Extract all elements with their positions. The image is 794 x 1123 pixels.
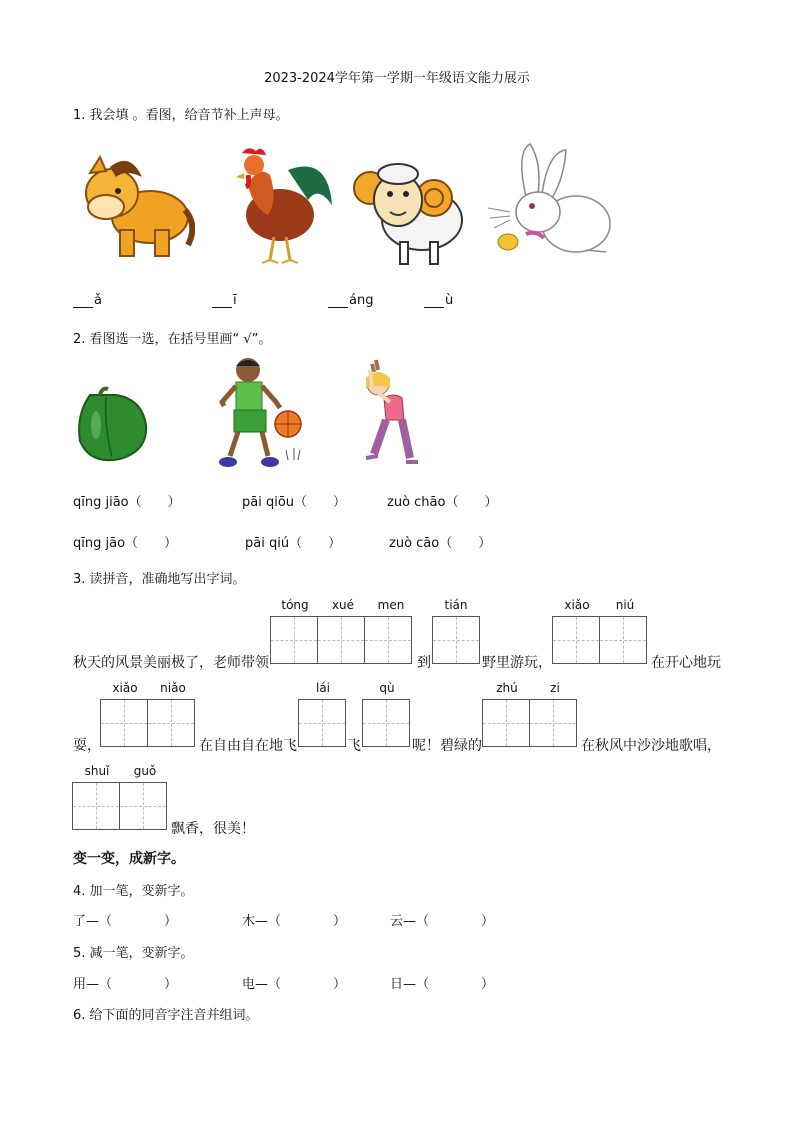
q4-item-1[interactable]: 了—（ ） — [73, 914, 178, 929]
rabbit-icon — [486, 142, 618, 262]
pinyin-xiao-1: xiǎo — [564, 598, 590, 612]
writing-grid-xiaoniao[interactable] — [100, 699, 194, 747]
pinyin-niu: niú — [615, 598, 635, 612]
option-basketball-2[interactable]: pāi qiú（ ） — [245, 536, 342, 551]
pinyin-tian: tián — [444, 598, 468, 612]
question-5: 5. 减一笔，变新字。 — [73, 946, 194, 961]
pinyin-xiao-2: xiǎo — [112, 681, 138, 695]
writing-grid-lai[interactable] — [298, 699, 345, 747]
option-pepper-2[interactable]: qīng jāo（ ） — [73, 536, 178, 551]
sentence-2e: 在秋风中沙沙地歌唱， — [581, 738, 721, 754]
option-exercise-1[interactable]: zuò chāo（ ） — [387, 495, 498, 510]
sentence-1b: 到 — [417, 655, 431, 671]
section-heading: 变一变，成新字。 — [73, 851, 185, 867]
basketball-boy-icon — [214, 356, 306, 472]
blank-1[interactable]: ǎ — [73, 293, 102, 308]
q4-item-2[interactable]: 木—（ ） — [242, 914, 347, 929]
question-3: 3. 读拼音，准确地写出字词。 — [73, 572, 246, 587]
writing-grid-zhuzi[interactable] — [482, 699, 576, 747]
writing-grid-tongxuemen[interactable] — [270, 616, 411, 664]
blank-4[interactable]: ù — [424, 293, 453, 308]
pinyin-zhu: zhú — [496, 681, 518, 695]
horse-icon — [80, 155, 195, 265]
blank-3[interactable]: áng — [328, 293, 373, 308]
question-1: 1. 我会填 。看图，给音节补上声母。 — [73, 108, 289, 123]
pinyin-qu: qù — [379, 681, 395, 695]
pinyin-guo: guǒ — [133, 764, 157, 778]
question-4: 4. 加一笔，变新字。 — [73, 884, 194, 899]
pinyin-zi: zi — [550, 681, 560, 695]
rooster-icon — [228, 145, 338, 267]
q4-item-3[interactable]: 云—（ ） — [390, 914, 495, 929]
blank-2[interactable]: ī — [212, 293, 237, 308]
writing-grid-qu[interactable] — [362, 699, 409, 747]
q5-item-2[interactable]: 电—（ ） — [242, 977, 347, 992]
option-pepper-1[interactable]: qīng jiāo（ ） — [73, 495, 181, 510]
sentence-1d: 在开心地玩 — [651, 655, 721, 671]
sheep-icon — [352, 152, 470, 270]
pepper-icon — [70, 385, 152, 467]
sentence-2b: 在自由自在地飞 — [199, 738, 297, 754]
exercise-girl-icon — [352, 358, 424, 470]
pinyin-xue: xué — [331, 598, 355, 612]
question-2: 2. 看图选一选，在括号里画“ √”。 — [73, 332, 272, 347]
sentence-2a: 耍， — [73, 738, 101, 754]
writing-grid-tian[interactable] — [432, 616, 479, 664]
pinyin-men: men — [377, 598, 405, 612]
q5-item-1[interactable]: 用—（ ） — [73, 977, 178, 992]
sentence-2c: 飞 — [347, 738, 361, 754]
sentence-1c: 野里游玩， — [482, 655, 552, 671]
pinyin-tong: tóng — [281, 598, 309, 612]
sentence-2d: 呢！碧绿的 — [412, 738, 482, 754]
question-6: 6. 给下面的同音字注音并组词。 — [73, 1008, 259, 1023]
page-title: 2023-2024学年第一学期一年级语文能力展示 — [264, 71, 530, 86]
option-exercise-2[interactable]: zuò cāo（ ） — [389, 536, 492, 551]
q5-item-3[interactable]: 日—（ ） — [390, 977, 495, 992]
writing-grid-shuiguo[interactable] — [72, 782, 166, 830]
writing-grid-xiaoniu[interactable] — [552, 616, 646, 664]
pinyin-niao: niǎo — [160, 681, 186, 695]
sentence-1a: 秋天的风景美丽极了，老师带领 — [73, 655, 269, 671]
pinyin-lai: lái — [315, 681, 331, 695]
pinyin-shui: shuǐ — [84, 764, 110, 778]
sentence-3a: 飘香，很美！ — [171, 821, 255, 837]
option-basketball-1[interactable]: pāi qiōu（ ） — [242, 495, 347, 510]
